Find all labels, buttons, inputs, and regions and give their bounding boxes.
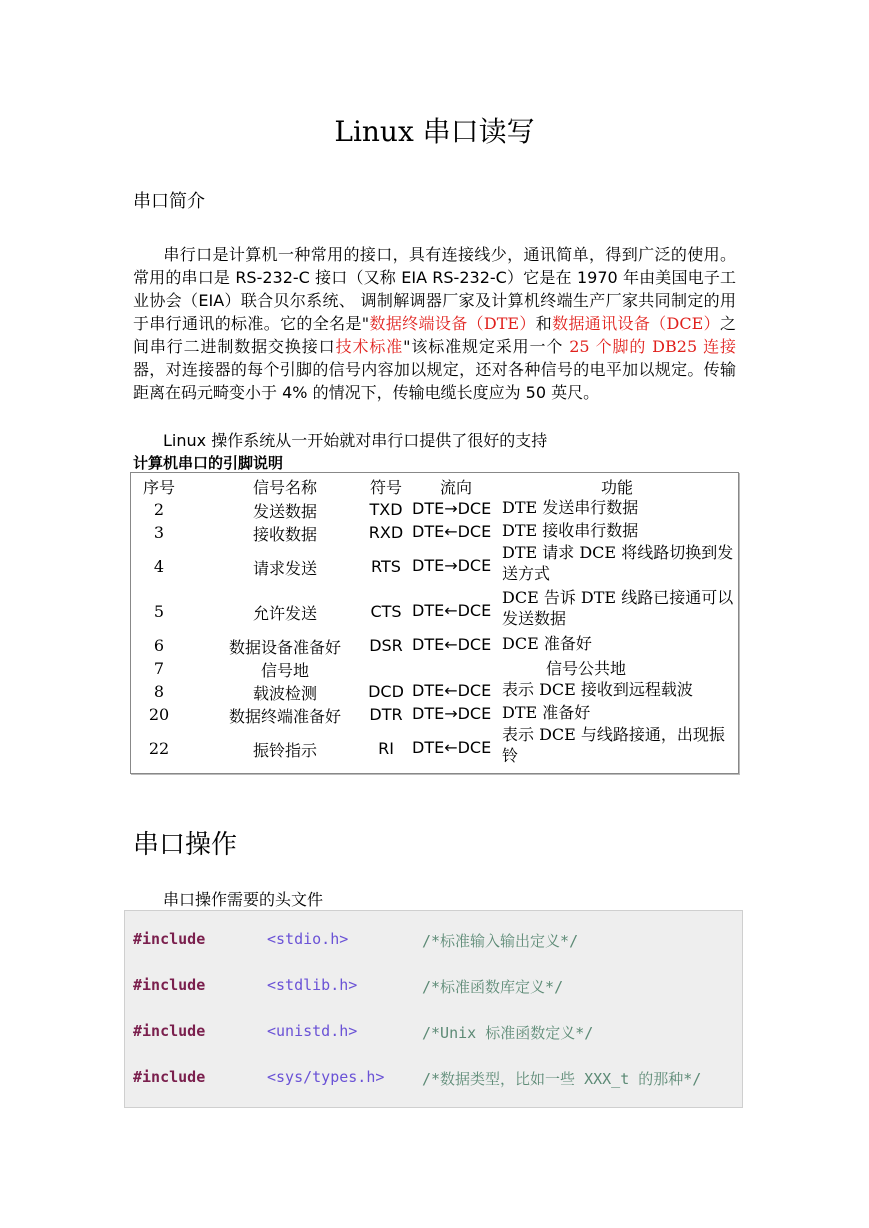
header-flow: 流向 [440, 478, 473, 497]
cell-pin-number: 22 [148, 739, 170, 758]
cell-pin-number: 2 [153, 500, 165, 519]
table-row [131, 542, 738, 587]
cell-symbol: DCD [368, 682, 404, 701]
header-filename: <sys/types.h> [267, 1068, 385, 1086]
header-symbol: 符号 [369, 478, 402, 497]
cell-function: 表示 DCE 接收到远程载波 [502, 680, 693, 699]
header-no: 序号 [142, 478, 175, 497]
cell-flow: DTE→DCE [412, 556, 492, 575]
code-comment: /*Unix 标准函数定义*/ [422, 1024, 594, 1042]
header-filename: <unistd.h> [267, 1022, 358, 1040]
cell-signal-name: 允许发送 [252, 604, 317, 623]
table-row [131, 655, 738, 678]
cell-pin-number: 8 [153, 682, 165, 701]
header-files-intro: 串口操作需要的头文件 [163, 890, 324, 909]
highlight-db25[interactable]: 25 个脚的 DB25 连接 [569, 337, 736, 356]
code-block [124, 910, 743, 1108]
section-heading-serial-intro: 串口简介 [133, 191, 205, 212]
pin-table [130, 472, 739, 774]
cell-symbol: DSR [369, 636, 403, 655]
table-row [131, 587, 738, 632]
cell-signal-name: 信号地 [260, 661, 309, 680]
cell-function: DCE 告诉 DTE 线路已接通可以发送数据 [502, 588, 734, 628]
cell-flow: DTE←DCE [412, 522, 492, 541]
cell-signal-name: 接收数据 [252, 525, 317, 544]
header-filename: <stdio.h> [267, 930, 349, 948]
code-comment: /*数据类型，比如一些 XXX_t 的那种*/ [422, 1070, 702, 1088]
cell-function: DTE 发送串行数据 [502, 498, 639, 517]
cell-flow: DTE←DCE [412, 601, 492, 620]
cell-symbol: TXD [369, 500, 403, 519]
cell-flow: DTE←DCE [412, 635, 492, 654]
cell-flow: DTE←DCE [412, 681, 492, 700]
linux-support-line: Linux 操作系统从一开始就对串行口提供了很好的支持 [163, 431, 548, 450]
table-row [131, 724, 738, 769]
cell-symbol: RTS [371, 557, 401, 576]
highlight-dce: 数据通讯设备（DCE） [552, 314, 720, 333]
cell-signal-name: 发送数据 [252, 502, 317, 521]
table-row [131, 678, 738, 701]
cell-function: DTE 接收串行数据 [502, 521, 639, 540]
header-function: 功能 [601, 478, 634, 497]
cell-flow: DTE←DCE [412, 738, 492, 757]
highlight-dte: 数据终端设备（DTE） [369, 314, 536, 333]
table-row [131, 632, 738, 655]
intro-paragraph: 串行口是计算机一种常用的接口，具有连接线少，通讯简单，得到广泛的使用。常用的串口是 RS-232-C 接口（又称 EIA RS-232-C）它是在 1970 年由美国电子工业协会（EIA）联合贝尔系统、 调制解调器厂家及计算机终端生产厂家共同制定的用于串行通讯的标准。它的全名是"数据终端设备（DTE）和数据通讯设备（DCE）之间串行二进制数据交换接口技术标准"该标准规定采用一个 25 个脚的 DB25 连接器，对连接器的每个引脚的信号内容加以规定，还对各种信号的电平加以规定。传输距离在码元畸变小于 4% 的情况下，传输电缆长度应为 50 英尺。 [133, 245, 736, 402]
include-keyword: #include [133, 1022, 206, 1040]
cell-function: 表示 DCE 与线路接通，出现振铃 [502, 725, 725, 765]
cell-pin-number: 3 [153, 523, 165, 542]
include-keyword: #include [133, 930, 206, 948]
cell-pin-number: 7 [153, 659, 165, 678]
table-row [131, 496, 738, 519]
include-keyword: #include [133, 976, 206, 994]
header-filename: <stdlib.h> [267, 976, 358, 994]
cell-function: DTE 请求 DCE 将线路切换到发送方式 [502, 543, 734, 583]
table-header-row [131, 473, 738, 496]
cell-function: DCE 准备好 [502, 634, 592, 653]
cell-signal-name: 数据设备准备好 [228, 638, 341, 657]
cell-pin-number: 6 [153, 636, 165, 655]
cell-flow: DTE→DCE [412, 704, 492, 723]
cell-signal-name: 请求发送 [252, 559, 317, 578]
cell-symbol: CTS [370, 602, 402, 621]
cell-signal-name: 载波检测 [252, 684, 317, 703]
section-heading-serial-ops: 串口操作 [133, 830, 238, 860]
header-name: 信号名称 [252, 478, 317, 497]
cell-pin-number: 4 [153, 557, 165, 576]
cell-pin-number: 20 [148, 705, 170, 724]
highlight-tech-standard[interactable]: 技术标准 [335, 337, 404, 356]
table-row [131, 519, 738, 542]
table-row [131, 701, 738, 724]
cell-signal-name: 数据终端准备好 [228, 707, 341, 726]
code-comment: /*标准函数库定义*/ [422, 978, 564, 996]
include-keyword: #include [133, 1068, 206, 1086]
cell-function: DTE 准备好 [502, 703, 591, 722]
cell-flow: DTE→DCE [412, 499, 492, 518]
document-title: Linux 串口读写 [334, 115, 535, 148]
cell-symbol: DTR [369, 705, 403, 724]
cell-pin-number: 5 [153, 602, 165, 621]
cell-function: 信号公共地 [545, 659, 626, 678]
table-caption: 计算机串口的引脚说明 [133, 454, 284, 472]
cell-symbol: RXD [368, 523, 404, 542]
cell-symbol: RI [378, 739, 394, 758]
code-comment: /*标准输入输出定义*/ [422, 932, 579, 950]
cell-signal-name: 振铃指示 [252, 741, 317, 760]
